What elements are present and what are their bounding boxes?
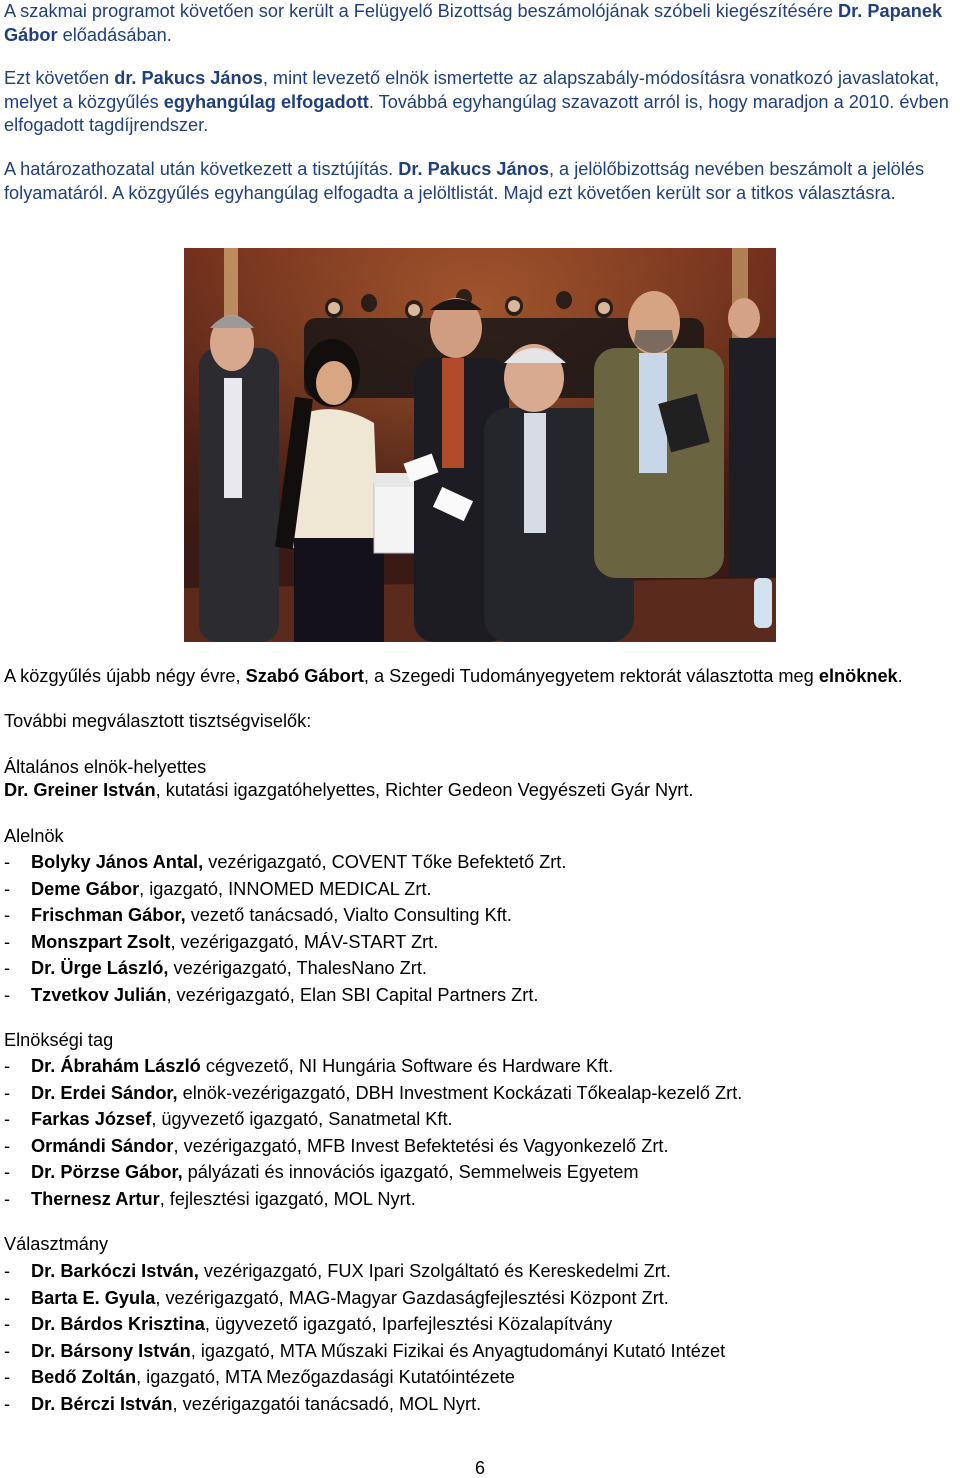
person-detail: , vezérigazgató, MÁV-START Zrt. (170, 931, 439, 952)
election-text-2: , a Szegedi Tudományegyetem rektorát választotta meg (363, 666, 819, 686)
list-item: - Dr. Pörzse Gábor, pályázati és innovációs igazgató, Semmelweis Egyetem (4, 1162, 639, 1182)
list-item: - Tzvetkov Julián, vezérigazgató, Elan SBI Capital Partners Zrt. (4, 984, 539, 1005)
intro-p2-tail: . Továbbá egyhangúlag szavazott arról is, hogy maradjon a 2010. évben elfogadott tagdíjrendszer. (4, 91, 949, 135)
intro-paragraph-2 (4, 67, 954, 138)
intro-paragraph-3 (4, 158, 954, 205)
person-detail: , vezérigazgató, MAG-Magyar Gazdaságfejlesztési Központ Zrt. (155, 1287, 669, 1308)
person-detail: vezető tanácsadó, Vialto Consulting Kft. (185, 905, 512, 925)
person-detail: , igazgató, INNOMED MEDICAL Zrt. (139, 878, 432, 899)
intro-p2-text: Ezt követően (4, 68, 115, 88)
election-paragraph (4, 665, 954, 689)
person-name: Farkas József (31, 1109, 152, 1129)
person-name: Tzvetkov Julián (31, 984, 167, 1005)
list-item: - Thernesz Artur, fejlesztési igazgató, MOL Nyrt. (4, 1188, 416, 1209)
intro-p1-tail: előadásában. (57, 24, 172, 45)
list-item: - Dr. Bérczi István, vezérigazgatói tanácsadó, MOL Nyrt. (4, 1393, 482, 1414)
ballot-photo (184, 248, 776, 642)
person-name: Dr. Bársony István (31, 1340, 191, 1361)
list-item: - Dr. Barkóczi István, vezérigazgató, FUX Ipari Szolgáltató és Kereskedelmi Zrt. (4, 1261, 671, 1281)
person-detail: , ügyvezető igazgató, Iparfejlesztési Közalapítvány (204, 1314, 613, 1334)
person-name: Bedő Zoltán (31, 1367, 137, 1387)
list-item: - Bedő Zoltán, igazgató, MTA Mezőgazdasági Kutatóintézete (4, 1367, 515, 1387)
list-item: - Ormándi Sándor, vezérigazgató, MFB Invest Befektetési és Vagyonkezelő Zrt. (4, 1135, 669, 1156)
person-detail: cégvezető, NI Hungária Software és Hardware Kft. (200, 1056, 614, 1076)
person-name: Dr. Barkóczi István, (31, 1261, 199, 1281)
list-item: - Monszpart Zsolt, vezérigazgató, MÁV-START Zrt. (4, 931, 439, 952)
person-detail: elnök-vezérigazgató, DBH Investment Kockázati Tőkealap-kezelő Zrt. (177, 1082, 743, 1103)
person-name: Frischman Gábor, (31, 905, 186, 925)
vp-section-title: Alelnök (4, 826, 64, 846)
board-section-title: Elnökségi tag (4, 1030, 114, 1050)
intro-p1-text: A szakmai programot követően sor került a Felügyelő Bizottság beszámolójának szóbeli kiegészítésére (4, 1, 839, 21)
person-detail: vezérigazgató, COVENT Tőke Befektető Zrt. (203, 852, 567, 872)
list-item: - Frischman Gábor, vezető tanácsadó, Vialto Consulting Kft. (4, 905, 512, 925)
person-detail: , fejlesztési igazgató, MOL Nyrt. (159, 1188, 416, 1209)
list-item: - Dr. Bársony István, igazgató, MTA Műszaki Fizikai és Anyagtudományi Kutató Intézet (4, 1340, 726, 1361)
person-name: Dr. Pörzse Gábor, (31, 1162, 183, 1182)
vp-list (4, 849, 954, 1008)
committee-section-title: Választmány (4, 1234, 109, 1254)
list-item: - Dr. Ürge László, vezérigazgató, ThalesNano Zrt. (4, 958, 427, 978)
person-detail: , igazgató, MTA Mezőgazdasági Kutatóintézete (136, 1367, 515, 1387)
person-name: Dr. Bérczi István (31, 1393, 173, 1414)
president-role: elnöknek (818, 666, 898, 686)
general-vp-entry (4, 779, 954, 803)
general-vp-name: Dr. Greiner István (4, 780, 156, 800)
election-tail: . (897, 666, 903, 686)
person-detail: , ügyvezető igazgató, Sanatmetal Kft. (151, 1109, 453, 1129)
person-name: Dr. Ábrahám László (31, 1056, 201, 1076)
person-name: Deme Gábor (31, 878, 140, 899)
election-text: A közgyűlés újabb négy évre, (4, 666, 246, 686)
intro-p2-emphasis: egyhangúlag elfogadott (163, 91, 369, 112)
list-item: - Deme Gábor, igazgató, INNOMED MEDICAL Zrt. (4, 878, 432, 899)
person-name: Dr. Ürge László, (31, 958, 169, 978)
intro-p1-name: Dr. Papanek Gábor (4, 1, 943, 45)
person-detail: , vezérigazgatói tanácsadó, MOL Nyrt. (172, 1393, 482, 1414)
intro-p2-name: dr. Pakucs János (114, 68, 263, 88)
list-item: - Dr. Bárdos Krisztina, ügyvezető igazgató, Iparfejlesztési Közalapítvány (4, 1314, 613, 1334)
other-officers-intro: További megválasztott tisztségviselők: (4, 711, 312, 731)
person-name: Bolyky János Antal, (31, 852, 204, 872)
person-detail: vezérigazgató, FUX Ipari Szolgáltató és Kereskedelmi Zrt. (198, 1261, 671, 1281)
list-item: - Dr. Erdei Sándor, elnök-vezérigazgató, DBH Investment Kockázati Tőkealap-kezelő Zrt. (4, 1082, 743, 1103)
person-detail: , vezérigazgató, Elan SBI Capital Partners Zrt. (166, 984, 539, 1005)
person-detail: , vezérigazgató, MFB Invest Befektetési és Vagyonkezelő Zrt. (173, 1135, 669, 1156)
list-item: - Dr. Ábrahám László cégvezető, NI Hungária Software és Hardware Kft. (4, 1056, 614, 1076)
intro-p2-text-2: , mint levezető elnök ismertette az alapszabály-módosításra vonatkozó javaslatokat, melyet a közgyűlés (4, 68, 940, 112)
person-name: Barta E. Gyula (31, 1287, 156, 1308)
person-name: Ormándi Sándor (31, 1135, 174, 1156)
intro-p3-tail: , a jelölőbizottság nevében beszámolt a jelölés folyamatáról. A közgyűlés egyhangúlag elfogadta a jelöltlistát. Majd ezt követően került sor a titkos választásra. (4, 159, 925, 203)
person-detail: pályázati és innovációs igazgató, Semmelweis Egyetem (182, 1162, 639, 1182)
intro-paragraph-1 (4, 0, 954, 47)
general-vp-detail: , kutatási igazgatóhelyettes, Richter Gedeon Vegyészeti Gyár Nyrt. (155, 780, 694, 800)
committee-list (4, 1258, 954, 1417)
board-list (4, 1053, 954, 1212)
intro-p3-name: Dr. Pakucs János (398, 159, 549, 179)
person-name: Dr. Bárdos Krisztina (31, 1314, 205, 1334)
list-item: - Farkas József, ügyvezető igazgató, Sanatmetal Kft. (4, 1109, 453, 1129)
page-number: 6 (474, 1458, 485, 1478)
person-name: Monszpart Zsolt (31, 931, 171, 952)
list-item: - Bolyky János Antal, vezérigazgató, COVENT Tőke Befektető Zrt. (4, 852, 567, 872)
person-name: Dr. Erdei Sándor, (31, 1082, 178, 1103)
general-vp-title: Általános elnök-helyettes (4, 757, 207, 777)
person-name: Thernesz Artur (31, 1188, 160, 1209)
person-detail: , igazgató, MTA Műszaki Fizikai és Anyagtudományi Kutató Intézet (190, 1340, 726, 1361)
list-item: - Barta E. Gyula, vezérigazgató, MAG-Magyar Gazdaságfejlesztési Központ Zrt. (4, 1287, 669, 1308)
person-detail: vezérigazgató, ThalesNano Zrt. (168, 958, 427, 978)
president-name: Szabó Gábort (245, 666, 364, 686)
intro-p3-text: A határozathozatal után következett a tisztújítás. (4, 159, 399, 179)
